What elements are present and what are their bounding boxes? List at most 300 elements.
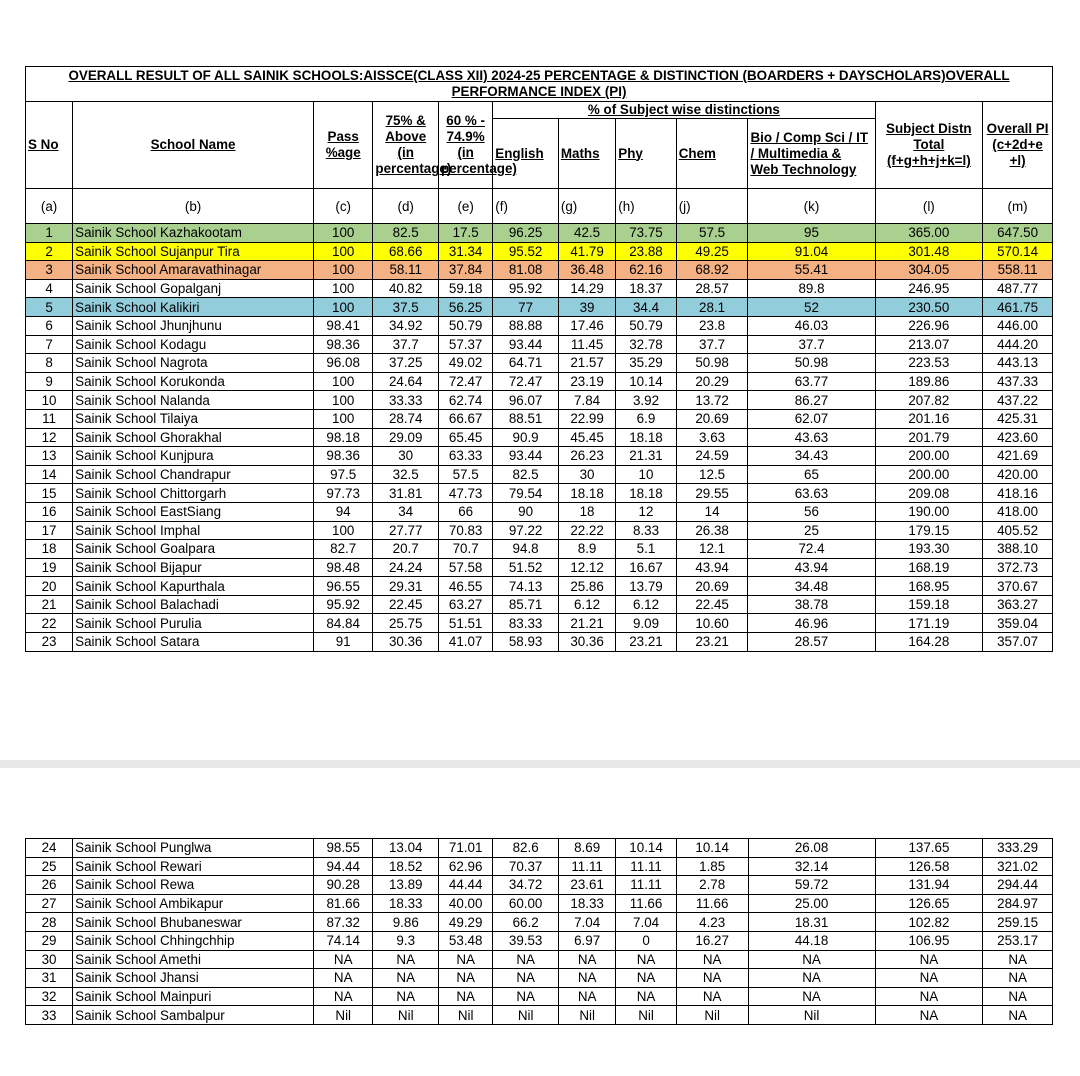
sno-cell: 13 <box>26 447 73 466</box>
school-name-cell: Sainik School EastSiang <box>73 502 314 521</box>
value-cell-h: 34.4 <box>616 298 676 317</box>
value-cell-e: 31.34 <box>438 242 492 261</box>
school-name-cell: Sainik School Sujanpur Tira <box>73 242 314 261</box>
value-cell-g: 41.79 <box>558 242 615 261</box>
school-name-cell: Sainik School Amethi <box>73 950 314 969</box>
column-letter: (c) <box>313 189 372 224</box>
value-cell-c: NA <box>314 950 373 969</box>
value-cell-e: 57.5 <box>438 465 492 484</box>
sno-cell: 8 <box>26 354 73 373</box>
value-cell-f: 58.93 <box>493 633 559 652</box>
value-cell-d: 24.24 <box>373 558 439 577</box>
school-name-cell: Sainik School Satara <box>73 633 314 652</box>
value-cell-k: 95 <box>748 224 875 243</box>
value-cell-m: 370.67 <box>983 577 1053 596</box>
value-cell-e: 66 <box>438 502 492 521</box>
value-cell-e: 56.25 <box>438 298 492 317</box>
value-cell-h: 9.09 <box>616 614 676 633</box>
value-cell-m: 421.69 <box>983 447 1053 466</box>
school-name-cell: Sainik School Purulia <box>73 614 314 633</box>
value-cell-l: 189.86 <box>875 372 983 391</box>
value-cell-k: NA <box>748 950 875 969</box>
sno-cell: 22 <box>26 614 73 633</box>
value-cell-j: 43.94 <box>676 558 748 577</box>
sno-cell: 12 <box>26 428 73 447</box>
value-cell-m: 284.97 <box>983 894 1053 913</box>
value-cell-k: 59.72 <box>748 876 875 895</box>
column-letter: (j) <box>676 189 748 224</box>
value-cell-d: 24.64 <box>373 372 439 391</box>
value-cell-k: 72.4 <box>748 540 875 559</box>
value-cell-m: 359.04 <box>983 614 1053 633</box>
value-cell-m: 461.75 <box>983 298 1053 317</box>
value-cell-m: 437.33 <box>983 372 1053 391</box>
value-cell-k: 37.7 <box>748 335 875 354</box>
value-cell-f: 88.88 <box>493 316 559 335</box>
value-cell-j: 28.57 <box>676 279 748 298</box>
value-cell-d: 27.77 <box>373 521 439 540</box>
value-cell-j: 20.69 <box>676 577 748 596</box>
value-cell-k: Nil <box>748 1006 875 1025</box>
sno-cell: 24 <box>26 839 73 858</box>
value-cell-j: 12.5 <box>676 465 748 484</box>
school-name-cell: Sainik School Kodagu <box>73 335 314 354</box>
value-cell-f: 72.47 <box>493 372 559 391</box>
value-cell-e: 62.74 <box>438 391 492 410</box>
value-cell-l: 159.18 <box>875 595 983 614</box>
sno-cell: 10 <box>26 391 73 410</box>
value-cell-m: 388.10 <box>983 540 1053 559</box>
value-cell-l: 223.53 <box>875 354 983 373</box>
sno-cell: 3 <box>26 261 73 280</box>
value-cell-e: 59.18 <box>438 279 492 298</box>
header-phy: Phy <box>616 119 676 189</box>
sno-cell: 25 <box>26 857 73 876</box>
results-body-part-1 <box>26 224 1053 652</box>
value-cell-k: 28.57 <box>748 633 875 652</box>
value-cell-f: 70.37 <box>493 857 559 876</box>
value-cell-m: 321.02 <box>983 857 1053 876</box>
value-cell-h: 6.12 <box>616 595 676 614</box>
value-cell-k: 89.8 <box>748 279 875 298</box>
sno-cell: 6 <box>26 316 73 335</box>
value-cell-e: Nil <box>439 1006 493 1025</box>
table-row <box>26 913 1053 932</box>
value-cell-l: 126.58 <box>875 857 983 876</box>
school-name-cell: Sainik School Chandrapur <box>73 465 314 484</box>
sno-cell: 21 <box>26 595 73 614</box>
value-cell-k: 63.77 <box>748 372 875 391</box>
value-cell-g: 39 <box>558 298 615 317</box>
value-cell-j: 20.29 <box>676 372 748 391</box>
value-cell-g: 18.18 <box>558 484 615 503</box>
table-row <box>26 931 1053 950</box>
column-letter: (a) <box>26 189 73 224</box>
value-cell-l: 168.95 <box>875 577 983 596</box>
value-cell-f: Nil <box>493 1006 559 1025</box>
value-cell-g: 11.11 <box>558 857 615 876</box>
value-cell-e: 57.37 <box>438 335 492 354</box>
sno-cell: 29 <box>26 931 73 950</box>
value-cell-m: 253.17 <box>983 931 1053 950</box>
value-cell-c: 98.41 <box>313 316 372 335</box>
value-cell-h: 16.67 <box>616 558 676 577</box>
results-table-part-1 <box>25 66 1053 652</box>
value-cell-c: 87.32 <box>314 913 373 932</box>
value-cell-g: 25.86 <box>558 577 615 596</box>
value-cell-f: 82.6 <box>493 839 559 858</box>
value-cell-d: 25.75 <box>373 614 439 633</box>
value-cell-h: 10.14 <box>616 839 676 858</box>
value-cell-g: 6.97 <box>558 931 615 950</box>
value-cell-c: 97.73 <box>313 484 372 503</box>
value-cell-k: 44.18 <box>748 931 875 950</box>
value-cell-j: 23.8 <box>676 316 748 335</box>
table-row <box>26 298 1053 317</box>
value-cell-d: 40.82 <box>373 279 439 298</box>
value-cell-c: 81.66 <box>314 894 373 913</box>
value-cell-j: 3.63 <box>676 428 748 447</box>
table-row <box>26 577 1053 596</box>
value-cell-m: NA <box>983 969 1053 988</box>
table-row <box>26 335 1053 354</box>
value-cell-k: 34.48 <box>748 577 875 596</box>
school-name-cell: Sainik School Jhunjhunu <box>73 316 314 335</box>
value-cell-e: 65.45 <box>438 428 492 447</box>
value-cell-g: 22.22 <box>558 521 615 540</box>
value-cell-h: 5.1 <box>616 540 676 559</box>
value-cell-j: 16.27 <box>676 931 748 950</box>
value-cell-e: 62.96 <box>439 857 493 876</box>
value-cell-l: 168.19 <box>875 558 983 577</box>
header-60-74: 60 % - 74.9% (in percentage) <box>438 102 492 189</box>
value-cell-k: 34.43 <box>748 447 875 466</box>
table-row <box>26 540 1053 559</box>
value-cell-j: NA <box>676 987 748 1006</box>
value-cell-f: 94.8 <box>493 540 559 559</box>
value-cell-e: NA <box>439 969 493 988</box>
value-cell-k: 86.27 <box>748 391 875 410</box>
value-cell-h: 62.16 <box>616 261 676 280</box>
value-cell-d: 9.3 <box>373 931 439 950</box>
value-cell-l: 201.16 <box>875 409 983 428</box>
value-cell-d: 29.09 <box>373 428 439 447</box>
value-cell-k: 52 <box>748 298 875 317</box>
school-name-cell: Sainik School Chittorgarh <box>73 484 314 503</box>
value-cell-d: 68.66 <box>373 242 439 261</box>
value-cell-m: NA <box>983 1006 1053 1025</box>
value-cell-d: 29.31 <box>373 577 439 596</box>
value-cell-g: 18 <box>558 502 615 521</box>
value-cell-k: 43.63 <box>748 428 875 447</box>
value-cell-c: 100 <box>313 261 372 280</box>
value-cell-c: NA <box>314 987 373 1006</box>
value-cell-c: 74.14 <box>314 931 373 950</box>
sno-cell: 27 <box>26 894 73 913</box>
value-cell-k: 46.96 <box>748 614 875 633</box>
sno-cell: 16 <box>26 502 73 521</box>
value-cell-j: 23.21 <box>676 633 748 652</box>
value-cell-j: 29.55 <box>676 484 748 503</box>
value-cell-l: 131.94 <box>875 876 983 895</box>
value-cell-l: 190.00 <box>875 502 983 521</box>
value-cell-k: 65 <box>748 465 875 484</box>
page-separator <box>0 760 1080 768</box>
value-cell-d: Nil <box>373 1006 439 1025</box>
school-name-cell: Sainik School Ambikapur <box>73 894 314 913</box>
school-name-cell: Sainik School Nagrota <box>73 354 314 373</box>
value-cell-d: 20.7 <box>373 540 439 559</box>
value-cell-f: 93.44 <box>493 335 559 354</box>
value-cell-m: 333.29 <box>983 839 1053 858</box>
value-cell-f: 64.71 <box>493 354 559 373</box>
table-row <box>26 354 1053 373</box>
value-cell-f: 34.72 <box>493 876 559 895</box>
value-cell-e: 63.33 <box>438 447 492 466</box>
value-cell-h: 18.18 <box>616 428 676 447</box>
value-cell-l: NA <box>875 969 983 988</box>
table-row <box>26 279 1053 298</box>
value-cell-k: 46.03 <box>748 316 875 335</box>
value-cell-h: 0 <box>616 931 676 950</box>
value-cell-g: 21.21 <box>558 614 615 633</box>
value-cell-d: 22.45 <box>373 595 439 614</box>
value-cell-g: 30 <box>558 465 615 484</box>
table-row <box>26 1006 1053 1025</box>
report-title: OVERALL RESULT OF ALL SAINIK SCHOOLS:AISSCE(CLASS XII) 2024-25 PERCENTAGE & DISTINCTION (BOARDERS + DAYSCHOLARS)OVERALL PERFORMANCE INDEX (PI) <box>26 67 1053 102</box>
value-cell-l: 137.65 <box>875 839 983 858</box>
value-cell-e: NA <box>439 987 493 1006</box>
value-cell-j: 37.7 <box>676 335 748 354</box>
school-name-cell: Sainik School Gopalganj <box>73 279 314 298</box>
column-letter: (l) <box>875 189 983 224</box>
value-cell-m: 647.50 <box>983 224 1053 243</box>
value-cell-d: 37.7 <box>373 335 439 354</box>
school-name-cell: Sainik School Amaravathinagar <box>73 261 314 280</box>
value-cell-k: 18.31 <box>748 913 875 932</box>
value-cell-m: 446.00 <box>983 316 1053 335</box>
value-cell-h: 12 <box>616 502 676 521</box>
value-cell-c: 98.48 <box>313 558 372 577</box>
school-name-cell: Sainik School Chhingchhip <box>73 931 314 950</box>
value-cell-c: 100 <box>313 224 372 243</box>
value-cell-e: 46.55 <box>438 577 492 596</box>
value-cell-g: 18.33 <box>558 894 615 913</box>
value-cell-m: 487.77 <box>983 279 1053 298</box>
value-cell-f: 66.2 <box>493 913 559 932</box>
value-cell-j: Nil <box>676 1006 748 1025</box>
results-body-part-2 <box>26 839 1053 1025</box>
value-cell-h: 32.78 <box>616 335 676 354</box>
school-name-cell: Sainik School Jhansi <box>73 969 314 988</box>
value-cell-m: 570.14 <box>983 242 1053 261</box>
school-name-cell: Sainik School Ghorakhal <box>73 428 314 447</box>
sno-cell: 9 <box>26 372 73 391</box>
value-cell-l: 230.50 <box>875 298 983 317</box>
column-letter: (f) <box>493 189 559 224</box>
value-cell-k: 62.07 <box>748 409 875 428</box>
value-cell-m: 423.60 <box>983 428 1053 447</box>
value-cell-g: 22.99 <box>558 409 615 428</box>
value-cell-j: 12.1 <box>676 540 748 559</box>
value-cell-d: 37.5 <box>373 298 439 317</box>
results-table-part-2 <box>25 838 1053 1025</box>
sno-cell: 4 <box>26 279 73 298</box>
value-cell-f: NA <box>493 987 559 1006</box>
header-maths: Maths <box>558 119 615 189</box>
value-cell-k: 25 <box>748 521 875 540</box>
value-cell-c: 96.08 <box>313 354 372 373</box>
value-cell-e: NA <box>439 950 493 969</box>
school-name-cell: Sainik School Bijapur <box>73 558 314 577</box>
value-cell-l: 365.00 <box>875 224 983 243</box>
header-75-above: 75% & Above (in percentage) <box>373 102 439 189</box>
value-cell-f: 79.54 <box>493 484 559 503</box>
value-cell-d: 30 <box>373 447 439 466</box>
value-cell-m: 405.52 <box>983 521 1053 540</box>
school-name-cell: Sainik School Rewari <box>73 857 314 876</box>
value-cell-g: 45.45 <box>558 428 615 447</box>
sno-cell: 15 <box>26 484 73 503</box>
value-cell-g: 26.23 <box>558 447 615 466</box>
value-cell-d: 13.04 <box>373 839 439 858</box>
value-cell-l: 207.82 <box>875 391 983 410</box>
table-row <box>26 409 1053 428</box>
value-cell-m: 357.07 <box>983 633 1053 652</box>
value-cell-l: NA <box>875 987 983 1006</box>
value-cell-e: 53.48 <box>439 931 493 950</box>
value-cell-l: NA <box>875 950 983 969</box>
value-cell-d: 30.36 <box>373 633 439 652</box>
value-cell-e: 70.83 <box>438 521 492 540</box>
sno-cell: 17 <box>26 521 73 540</box>
value-cell-e: 40.00 <box>439 894 493 913</box>
value-cell-h: 18.37 <box>616 279 676 298</box>
value-cell-d: 82.5 <box>373 224 439 243</box>
value-cell-j: 26.38 <box>676 521 748 540</box>
value-cell-f: 85.71 <box>493 595 559 614</box>
value-cell-k: 63.63 <box>748 484 875 503</box>
school-name-cell: Sainik School Kalikiri <box>73 298 314 317</box>
school-name-cell: Sainik School Kapurthala <box>73 577 314 596</box>
value-cell-j: 4.23 <box>676 913 748 932</box>
value-cell-h: NA <box>616 969 676 988</box>
value-cell-k: 26.08 <box>748 839 875 858</box>
value-cell-k: 25.00 <box>748 894 875 913</box>
value-cell-c: 100 <box>313 391 372 410</box>
value-cell-e: 47.73 <box>438 484 492 503</box>
value-cell-m: 420.00 <box>983 465 1053 484</box>
header-sno: S No <box>26 102 73 189</box>
header-bio-comp-sci: Bio / Comp Sci / IT / Multimedia & Web Technology <box>748 119 875 189</box>
value-cell-g: 23.61 <box>558 876 615 895</box>
value-cell-m: 444.20 <box>983 335 1053 354</box>
table-row <box>26 839 1053 858</box>
value-cell-d: 31.81 <box>373 484 439 503</box>
sno-cell: 32 <box>26 987 73 1006</box>
value-cell-g: 7.84 <box>558 391 615 410</box>
value-cell-g: 36.48 <box>558 261 615 280</box>
value-cell-k: 50.98 <box>748 354 875 373</box>
sno-cell: 30 <box>26 950 73 969</box>
header-pass: Pass %age <box>313 102 372 189</box>
value-cell-h: 73.75 <box>616 224 676 243</box>
school-name-cell: Sainik School Punglwa <box>73 839 314 858</box>
value-cell-e: 49.02 <box>438 354 492 373</box>
value-cell-j: 13.72 <box>676 391 748 410</box>
value-cell-k: 56 <box>748 502 875 521</box>
sno-cell: 19 <box>26 558 73 577</box>
value-cell-l: 171.19 <box>875 614 983 633</box>
table-row <box>26 316 1053 335</box>
sno-cell: 26 <box>26 876 73 895</box>
header-school-name: School Name <box>73 102 314 189</box>
value-cell-h: 11.11 <box>616 857 676 876</box>
value-cell-c: Nil <box>314 1006 373 1025</box>
value-cell-h: 23.21 <box>616 633 676 652</box>
table-row <box>26 242 1053 261</box>
table-row <box>26 857 1053 876</box>
value-cell-g: 14.29 <box>558 279 615 298</box>
value-cell-h: NA <box>616 950 676 969</box>
value-cell-d: 34 <box>373 502 439 521</box>
value-cell-e: 66.67 <box>438 409 492 428</box>
sno-cell: 1 <box>26 224 73 243</box>
value-cell-f: 39.53 <box>493 931 559 950</box>
value-cell-l: 106.95 <box>875 931 983 950</box>
table-row <box>26 391 1053 410</box>
sno-cell: 31 <box>26 969 73 988</box>
value-cell-d: 58.11 <box>373 261 439 280</box>
value-cell-m: 437.22 <box>983 391 1053 410</box>
value-cell-j: 14 <box>676 502 748 521</box>
sno-cell: 23 <box>26 633 73 652</box>
value-cell-m: 372.73 <box>983 558 1053 577</box>
sno-cell: 33 <box>26 1006 73 1025</box>
value-cell-e: 49.29 <box>439 913 493 932</box>
value-cell-c: 94 <box>313 502 372 521</box>
value-cell-m: NA <box>983 987 1053 1006</box>
column-letter: (h) <box>616 189 676 224</box>
school-name-cell: Sainik School Mainpuri <box>73 987 314 1006</box>
value-cell-l: 126.65 <box>875 894 983 913</box>
table-row <box>26 465 1053 484</box>
value-cell-j: 24.59 <box>676 447 748 466</box>
value-cell-d: 9.86 <box>373 913 439 932</box>
value-cell-f: 83.33 <box>493 614 559 633</box>
value-cell-e: 37.84 <box>438 261 492 280</box>
value-cell-l: 304.05 <box>875 261 983 280</box>
value-cell-f: 93.44 <box>493 447 559 466</box>
table-row <box>26 969 1053 988</box>
value-cell-g: 8.69 <box>558 839 615 858</box>
value-cell-e: 51.51 <box>438 614 492 633</box>
table-row <box>26 595 1053 614</box>
value-cell-m: 363.27 <box>983 595 1053 614</box>
sno-cell: 28 <box>26 913 73 932</box>
value-cell-c: 84.84 <box>313 614 372 633</box>
value-cell-c: 96.55 <box>313 577 372 596</box>
value-cell-f: 95.52 <box>493 242 559 261</box>
header-subject-distinctions: % of Subject wise distinctions <box>493 102 875 119</box>
value-cell-l: 226.96 <box>875 316 983 335</box>
value-cell-d: 18.52 <box>373 857 439 876</box>
value-cell-e: 72.47 <box>438 372 492 391</box>
value-cell-g: Nil <box>558 1006 615 1025</box>
value-cell-l: 200.00 <box>875 447 983 466</box>
school-name-cell: Sainik School Nalanda <box>73 391 314 410</box>
value-cell-e: 63.27 <box>438 595 492 614</box>
